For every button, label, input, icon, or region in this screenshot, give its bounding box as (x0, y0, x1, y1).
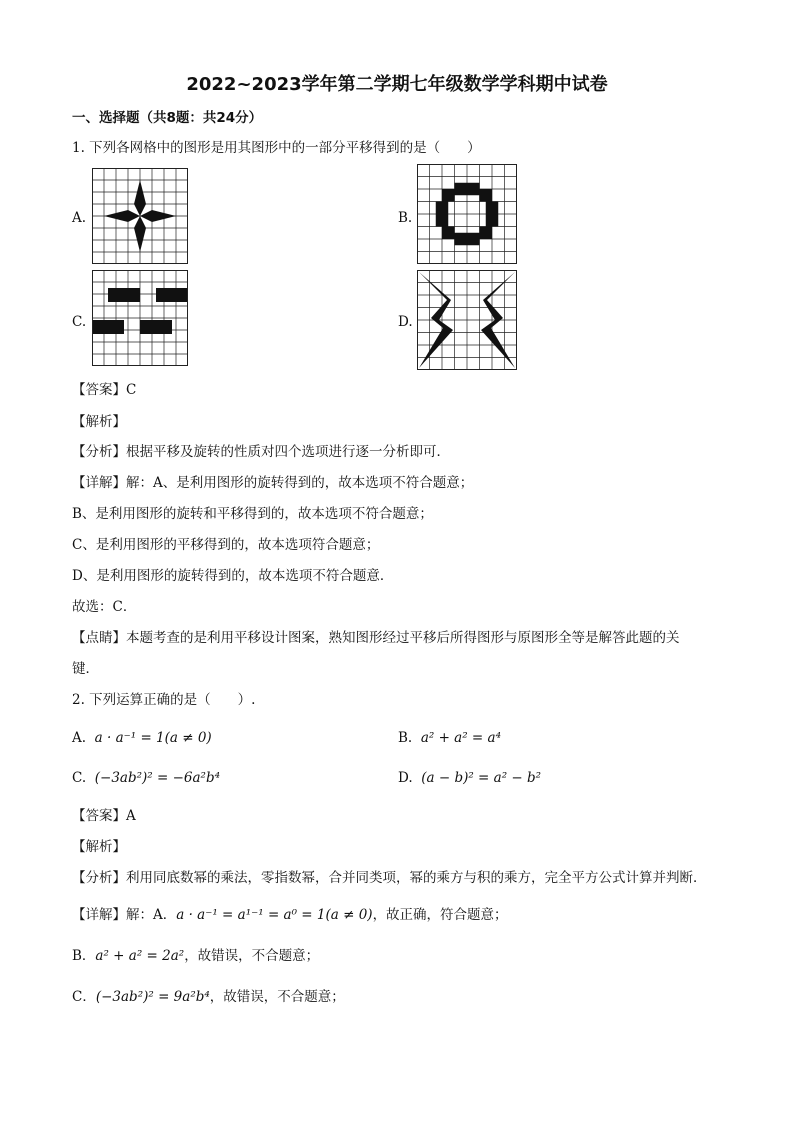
q2-analysis-tag: 【解析】 (72, 839, 126, 855)
block-top (455, 183, 480, 196)
bar-top-left (108, 288, 140, 302)
question-1-stem: 1. 下列各网格中的图形是用其图形中的一部分平移得到的是（ ） (72, 140, 481, 156)
rhombus-shape-top (134, 180, 146, 216)
bar-bottom-left (92, 320, 124, 334)
option-formula: a · a⁻¹ = 1(a ≠ 0) (94, 730, 212, 746)
detail-prefix: C． (72, 989, 96, 1005)
fenxi-text: 根据平移及旋转的性质对四个选项进行逐一分析即可． (126, 444, 450, 460)
q2-option-a (72, 728, 212, 748)
q1-option-a-label: A. (72, 210, 87, 226)
q2-detail-b (72, 946, 319, 966)
q1-figure-a (92, 168, 188, 264)
detail-suffix: ，故正确，符合题意； (372, 907, 508, 923)
detail-tag: 【详解】 (72, 907, 126, 923)
q1-detail-a (72, 473, 473, 493)
detail-suffix: ，故错误，不合题意； (209, 989, 345, 1005)
block-corner-br (480, 227, 493, 240)
q1-figure-c (92, 270, 188, 366)
question-2-stem: 2. 下列运算正确的是（ ）. (72, 692, 256, 708)
rhombus-shape-right (140, 210, 176, 222)
detail-formula: a² + a² = 2a² (95, 948, 185, 964)
option-label: A. (72, 730, 87, 746)
detail-text: 解：A、是利用图形的旋转得到的，故本选项不符合题意； (126, 475, 474, 491)
q2-detail-a (72, 905, 508, 925)
block-corner-bl (442, 227, 455, 240)
option-formula: (a − b)² = a² − b² (421, 770, 542, 786)
q1-choose: 故选：C． (72, 599, 137, 615)
detail-suffix: ，故错误，不合题意； (184, 948, 320, 964)
detail-formula: (−3ab²)² = 9a²b⁴ (95, 989, 210, 1005)
detail-prefix: 解：A． (126, 907, 177, 923)
detail-formula: a · a⁻¹ = a¹⁻¹ = a⁰ = 1(a ≠ 0) (176, 907, 373, 923)
dianjing-tag: 【点睛】 (72, 630, 126, 646)
q1-detail-b: B、是利用图形的旋转和平移得到的，故本选项不符合题意； (72, 506, 433, 522)
block-corner-tl (442, 189, 455, 202)
detail-prefix: B． (72, 948, 96, 964)
bar-top-right (156, 288, 188, 302)
q1-answer (72, 380, 136, 400)
q1-fenxi (72, 442, 450, 462)
answer-tag: 【答案】 (72, 808, 126, 824)
q1-figure-d (417, 270, 517, 370)
option-label: D. (398, 770, 413, 786)
page-title: 2022~2023学年第二学期七年级数学学科期中试卷 (186, 74, 608, 95)
q1-dianjing (72, 628, 680, 648)
option-label: B. (398, 730, 413, 746)
fenxi-tag: 【分析】 (72, 870, 126, 886)
q2-answer (72, 806, 136, 826)
q2-option-b (398, 728, 501, 748)
block-bottom (455, 233, 480, 246)
q1-detail-d: D、是利用图形的旋转得到的，故本选项不符合题意． (72, 568, 394, 584)
fenxi-tag: 【分析】 (72, 444, 126, 460)
q2-option-c (72, 768, 220, 788)
q1-option-d-label: D. (398, 314, 413, 330)
rhombus-shape-bottom (134, 216, 146, 252)
block-left (436, 202, 449, 227)
fenxi-text: 利用同底数幂的乘法，零指数幂，合并同类项，幂的乘方与积的乘方，完全平方公式计算并判断． (126, 870, 707, 886)
bar-bottom-right (140, 320, 172, 334)
q2-option-d (398, 768, 541, 788)
answer-value: C (126, 382, 137, 398)
dianjing-text: 本题考查的是利用平移设计图案，熟知图形经过平移后所得图形与原图形全等是解答此题的关 (126, 630, 680, 646)
answer-tag: 【答案】 (72, 382, 126, 398)
q1-figure-b (417, 164, 517, 264)
q1-option-c-label: C. (72, 314, 87, 330)
q1-option-b-label: B. (398, 210, 413, 226)
q1-dianjing-cont: 键． (72, 661, 99, 677)
block-right (486, 202, 499, 227)
answer-value: A (126, 808, 136, 824)
option-formula: a² + a² = a⁴ (420, 730, 501, 746)
option-formula: (−3ab²)² = −6a²b⁴ (94, 770, 220, 786)
block-corner-tr (480, 189, 493, 202)
q1-analysis-tag: 【解析】 (72, 414, 126, 430)
q2-detail-c (72, 987, 345, 1007)
q1-detail-c: C、是利用图形的平移得到的，故本选项符合题意； (72, 537, 380, 553)
q2-fenxi (72, 868, 707, 888)
detail-tag: 【详解】 (72, 475, 126, 491)
rhombus-shape-left (104, 210, 140, 222)
section-heading: 一、选择题（共8题：共24分） (72, 110, 263, 126)
option-label: C. (72, 770, 87, 786)
